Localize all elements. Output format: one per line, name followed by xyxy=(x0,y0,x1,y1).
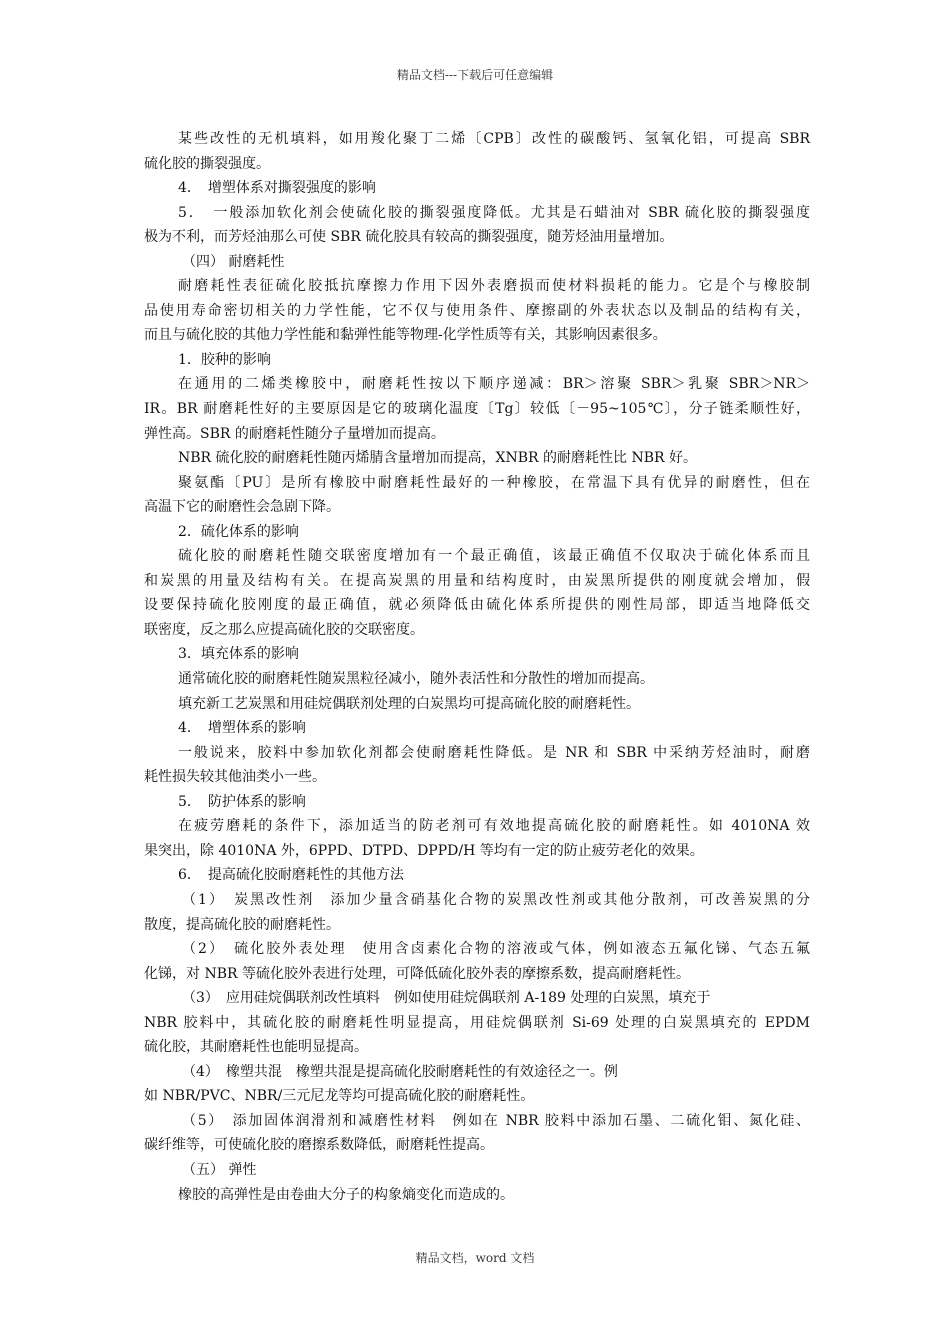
page-footer: 精品文档，word 文档 xyxy=(415,1251,535,1265)
text-line: 极为不利，而芳烃油那么可使 SBR 硫化胶具有较高的撕裂强度，随芳烃油用量增加。 xyxy=(144,229,674,246)
page-header: 精品文档---下载后可任意编辑 xyxy=(396,68,554,82)
text-line: 硫化胶的撕裂强度。 xyxy=(144,155,270,172)
text-line: 5． 一般添加软化剂会使硫化胶的撕裂强度降低。尤其是石蜡油对 SBR 硫化胶的撕裂强度 xyxy=(178,204,810,221)
text-line: 5． 防护体系的影响 xyxy=(178,793,306,810)
text-line: 化锑，对 NBR 等硫化胶外表进行处理，可降低硫化胶外表的摩擦系数，提高耐磨耗性。 xyxy=(144,965,690,982)
text-line: 3．填充体系的影响 xyxy=(178,646,299,663)
text-line: 硫化胶的耐磨耗性随交联密度增加有一个最正确值，该最正确值不仅取决于硫化体系而且 xyxy=(178,548,810,565)
text-line: 通常硫化胶的耐磨耗性随炭黑粒径减小，随外表活性和分散性的增加而提高。 xyxy=(178,671,654,688)
text-line: 某些改性的无机填料，如用羧化聚丁二烯〔CPB〕改性的碳酸钙、氢氧化铝，可提高 SBR xyxy=(178,131,810,147)
text-line: 联密度，反之那么应提高硫化胶的交联密度。 xyxy=(144,621,424,638)
text-line: 填充新工艺炭黑和用硅烷偶联剂处理的白炭黑均可提高硫化胶的耐磨耗性。 xyxy=(178,695,640,712)
document-body xyxy=(144,127,810,1207)
text-line: （3） 应用硅烷偶联剂改性填料 例如使用硅烷偶联剂 A-189 处理的白炭黑，填充于 xyxy=(182,990,711,1007)
text-line: 碳纤维等，可使硫化胶的磨擦系数降低，耐磨耗性提高。 xyxy=(144,1137,494,1154)
text-line: 硫化胶，其耐磨耗性也能明显提高。 xyxy=(144,1039,368,1056)
text-line: 和炭黑的用量及结构有关。在提高炭黑的用量和结构度时，由炭黑所提供的刚度就会增加，假 xyxy=(144,572,810,589)
text-line: IR。BR 耐磨耗性好的主要原因是它的玻璃化温度〔Tg〕较低〔－95~105℃〕，分子链柔顺性好， xyxy=(144,401,810,418)
text-line: NBR 硫化胶的耐磨耗性随丙烯腈含量增加而提高，XNBR 的耐磨耗性比 NBR 好。 xyxy=(178,450,698,467)
text-line: 设要保持硫化胶刚度的最正确值，就必须降低由硫化体系所提供的刚性局部，即适当地降低交 xyxy=(144,597,810,614)
text-line: （4） 橡塑共混 橡塑共混是提高硫化胶耐磨耗性的有效途径之一。例 xyxy=(182,1063,618,1080)
text-line: NBR 胶料中，其硫化胶的耐磨耗性明显提高，用硅烷偶联剂 Si-69 处理的白炭黑填充的 EPDM xyxy=(144,1014,810,1031)
text-line: 橡胶的高弹性是由卷曲大分子的构象熵变化而造成的。 xyxy=(178,1186,514,1203)
text-line: 散度，提高硫化胶的耐磨耗性。 xyxy=(144,916,340,933)
text-line: （四） 耐磨耗性 xyxy=(182,253,285,270)
text-line: 耐磨耗性表征硫化胶抵抗摩擦力作用下因外表磨损而使材料损耗的能力。它是个与橡胶制 xyxy=(178,278,810,295)
text-line: 4． 增塑体系的影响 xyxy=(178,720,306,737)
text-line: 在疲劳磨耗的条件下，添加适当的防老剂可有效地提高硫化胶的耐磨耗性。如 4010NA 效 xyxy=(178,818,810,835)
text-line: 耗性损失较其他油类小一些。 xyxy=(144,769,326,786)
text-line: 2．硫化体系的影响 xyxy=(178,523,299,540)
text-line: 品使用寿命密切相关的力学性能，它不仅与使用条件、摩擦副的外表状态以及制品的结构有关， xyxy=(144,302,810,319)
text-line: 6． 提高硫化胶耐磨耗性的其他方法 xyxy=(178,867,404,884)
text-line: （1） 炭黑改性剂 添加少量含硝基化合物的炭黑改性剂或其他分散剂，可改善炭黑的分 xyxy=(182,891,810,908)
text-line: 果突出，除 4010NA 外，6PPD、DTPD、DPPD/H 等均有一定的防止疲劳老化的效果。 xyxy=(144,842,704,859)
text-line: 1．胶种的影响 xyxy=(178,351,271,368)
text-line: 在通用的二烯类橡胶中，耐磨耗性按以下顺序递减：BR＞溶聚 SBR＞乳聚 SBR＞NR＞ xyxy=(178,376,810,393)
text-line: 聚氨酯〔PU〕是所有橡胶中耐磨耗性最好的一种橡胶，在常温下具有优异的耐磨性，但在 xyxy=(178,474,810,491)
text-line: 4． 增塑体系对撕裂强度的影响 xyxy=(178,180,376,197)
text-line: 如 NBR/PVC、NBR/三元尼龙等均可提高硫化胶的耐磨耗性。 xyxy=(144,1088,535,1105)
text-line: （2） 硫化胶外表处理 使用含卤素化合物的溶液或气体，例如液态五氟化锑、气态五氟 xyxy=(182,941,810,958)
text-line: 弹性高。SBR 的耐磨耗性随分子量增加而提高。 xyxy=(144,425,445,442)
text-line: （5） 添加固体润滑剂和减磨性材料 例如在 NBR 胶料中添加石墨、二硫化钼、氮化硅、 xyxy=(182,1112,810,1129)
text-line: （五） 弹性 xyxy=(182,1161,257,1178)
text-line: 高温下它的耐磨性会急剧下降。 xyxy=(144,499,340,516)
text-line: 而且与硫化胶的其他力学性能和黏弹性能等物理-化学性质等有关，其影响因素很多。 xyxy=(144,327,667,344)
text-line: 一般说来，胶料中参加软化剂都会使耐磨耗性降低。是 NR 和 SBR 中采纳芳烃油时，耐磨 xyxy=(178,744,810,761)
